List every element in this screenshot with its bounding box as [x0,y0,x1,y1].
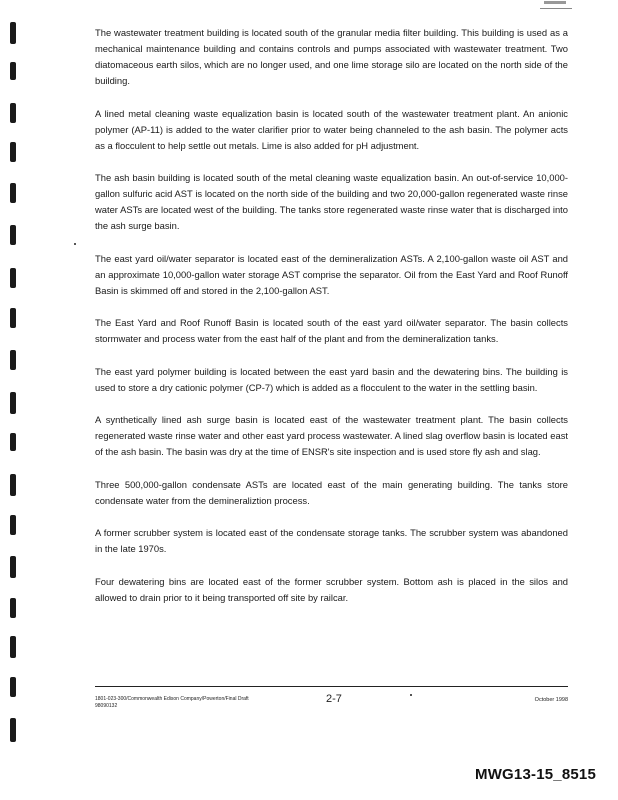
binder-mark [10,677,16,697]
binder-mark [10,183,16,203]
paragraph: A synthetically lined ash surge basin is located east of the wastewater treatment plant. The basin collects regenerated waste rinse water and other east yard process wastewater. A lined slag overflow basin is located east of the ash basin. The basin was dry at the time of ENSR's site inspection and is used store fly ash and slag. [95,414,568,457]
binder-mark [10,556,16,578]
footer-project-line: 1801-023-300/Commonwealth Edison Company/Powerton/Final Draft [95,696,249,702]
binder-mark [10,225,16,245]
binder-mark [10,308,16,328]
paragraph: The ash basin building is located south of the metal cleaning waste equalization basin. An out-of-service 10,000-gallon sulfuric acid AST is located on the north side of the building and two 20,000-gallon regenerated waste rinse water ASTs are located west of the building. The tanks store regenerated waste rinse water that is discharged into the ash surge basin. [95,172,568,231]
binder-mark [10,268,16,288]
binder-mark [10,142,16,162]
binder-mark [10,62,16,80]
footer-project-info [95,696,249,710]
header-mark [540,0,572,9]
paragraph: A former scrubber system is located east of the condensate storage tanks. The scrubber system was abandoned in the late 1970s. [95,527,568,554]
paragraph: Three 500,000-gallon condensate ASTs are located east of the main generating building. The tanks store condensate water from the demineraliztion process. [95,478,568,506]
binder-mark [10,22,16,44]
binder-mark [10,636,16,658]
paragraph: The east yard oil/water separator is located east of the demineralization ASTs. A 2,100-gallon waste oil AST and an approximate 10,000-gallon water storage AST comprise the separator. Oil from the East Yard and Roof Runoff Basin is skimmed off and stored in the 2,100-gallon AST. [95,252,568,296]
footer-project-number: 98090132 [95,703,118,709]
paragraph: The east yard polymer building is located between the east yard basin and the dewatering bins. The building is used to store a dry cationic polymer (CP-7) which is added as a flocculent to the water in the settling basin. [95,365,568,393]
body-text [95,25,568,622]
binder-mark [10,718,16,742]
paragraph: The East Yard and Roof Runoff Basin is located south of the east yard oil/water separator. The basin collects stormwater and process water from the east half of the plant and from the demineralization tanks. [95,317,568,344]
paragraph: The wastewater treatment building is located south of the granular media filter building. This building is used as a mechanical maintenance building and contains controls and pumps associated with wastewater treatment. Two diatomaceous earth silos, which are no longer used, and one lime storage silo are located on the north side of the building. [95,27,568,86]
paragraph: Four dewatering bins are located east of the former scrubber system. Bottom ash is placed in the silos and allowed to drain prior to it being transported off site by railcar. [95,575,568,603]
binder-mark [10,474,16,496]
binder-mark [10,515,16,535]
scan-speck [410,694,412,696]
binder-mark [10,350,16,370]
binder-mark [10,433,16,451]
document-id: MWG13-15_8515 [475,766,596,783]
binder-mark [10,103,16,123]
scan-speck [74,243,76,245]
binder-mark [10,598,16,618]
page-number: 2-7 [326,693,342,705]
binder-mark [10,392,16,414]
footer-date: October 1998 [534,697,568,703]
footer-rule [95,686,568,687]
paragraph: A lined metal cleaning waste equalization basin is located south of the wastewater treatment plant. An anionic polymer (AP-11) is added to the water clarifier prior to water being channeled to the ash basin. The polymer acts as a flocculent to help settle out metals. Lime is also added for pH adjustment. [95,107,568,151]
